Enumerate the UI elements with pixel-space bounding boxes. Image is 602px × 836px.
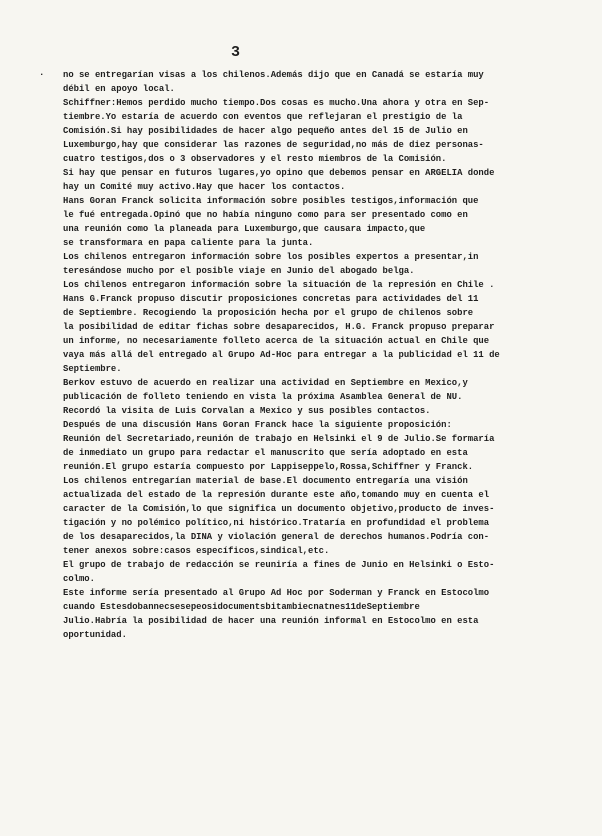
text-line: vaya más allá del entregado al Grupo Ad-Hoc para entregar a la publicidad el 11 de	[63, 350, 500, 360]
page-number: 3	[231, 44, 241, 61]
text-line: teresándose mucho por el posible viaje en Junio del abogado belga.	[63, 266, 415, 276]
text-line: Julio.Habría la posibilidad de hacer una reunión informal en Estocolmo en esta	[63, 616, 479, 626]
text-line: publicación de folleto teniendo en vista la próxima Asamblea General de NU.	[63, 392, 463, 402]
text-line: Recordó la visita de Luis Corvalan a Mexico y sus posibles contactos.	[63, 406, 431, 416]
text-line: Comisión.Si hay posibilidades de hacer algo pequeño antes del 15 de Julio en	[63, 126, 468, 136]
body-text	[63, 68, 599, 642]
text-line: oportunidad.	[63, 630, 127, 640]
text-line: una reunión como la planeada para Luxemburgo,que causara impacto,que	[63, 224, 426, 234]
text-line: reunión.El grupo estaría compuesto por Lappiseppelo,Rossa,Schiffner y Franck.	[63, 462, 474, 472]
text-line: se transformara en papa caliente para la junta.	[63, 238, 314, 248]
text-line: Este informe sería presentado al Grupo Ad Hoc por Soderman y Franck en Estocolmo	[63, 588, 490, 598]
text-line: débil en apoyo local.	[63, 84, 175, 94]
text-line: le fué entregada.Opinó que no había ninguno como para ser presentado como en	[63, 210, 468, 220]
text-line: de inmediato un grupo para redactar el manuscrito que sería adoptado en esta	[63, 448, 468, 458]
text-line: actualizada del estado de la represión durante este año,tomando muy en cuenta el	[63, 490, 490, 500]
text-line: Reunión del Secretariado,reunión de trabajo en Helsinki el 9 de Julio.Se formaría	[63, 434, 495, 444]
text-line: de Septiembre. Recogiendo la proposición hecha por el grupo de chilenos sobre	[63, 308, 474, 318]
text-line: Los chilenos entregaron información sobre los posibles expertos a presentar,in	[63, 252, 479, 262]
text-line: Berkov estuvo de acuerdo en realizar una actividad en Septiembre en Mexico,y	[63, 378, 468, 388]
text-line: Septiembre.	[63, 364, 122, 374]
text-line: Si hay que pensar en futuros lugares,yo opino que debemos pensar en ARGELIA donde	[63, 168, 495, 178]
text-line: Schiffner:Hemos perdido mucho tiempo.Dos cosas es mucho.Una ahora y otra en Sep-	[63, 98, 490, 108]
text-line: Los chilenos entregaron información sobre la situación de la represión en Chile .	[63, 280, 495, 290]
text-line: Hans G.Franck propuso discutir proposiciones concretas para actividades del 11	[63, 294, 479, 304]
text-line: no se entregarían visas a los chilenos.Además dijo que en Canadá se estaría muy	[63, 70, 484, 80]
text-line: un informe, no necesariamente folleto acerca de la situación actual en Chile que	[63, 336, 490, 346]
text-line: de los desaparecidos,la DINA y violación general de derechos humanos.Podría con-	[63, 532, 490, 542]
margin-bullet: .	[39, 68, 45, 78]
text-line: El grupo de trabajo de redacción se reuniría a fines de Junio en Helsinki o Esto-	[63, 560, 495, 570]
text-line: tiembre.Yo estaría de acuerdo con eventos que reflejaran el prestigio de la	[63, 112, 463, 122]
text-line: tener anexos sobre:casos específicos,sindical,etc.	[63, 546, 330, 556]
text-line: colmo.	[63, 574, 95, 584]
text-line: tigación y no polémico político,ni histórico.Trataría en profundidad el problema	[63, 518, 490, 528]
text-line: cuatro testigos,dos o 3 observadores y el resto miembros de la Comisión.	[63, 154, 447, 164]
text-line: Los chilenos entregarían material de base.El documento entregaría una visión	[63, 476, 468, 486]
text-line: Hans Goran Franck solicita información sobre posibles testigos,información que	[63, 196, 479, 206]
text-line: la posibilidad de editar fichas sobre desaparecidos, H.G. Franck propuso preparar	[63, 322, 495, 332]
text-line: cuando Estesdobannecsesepeosidocumentsbitambiecnatnes11deSeptiembre	[63, 602, 420, 612]
text-line: hay un Comité muy activo.Hay que hacer los contactos.	[63, 182, 346, 192]
text-line: caracter de la Comisión,lo que significa un documento objetivo,producto de inves-	[63, 504, 495, 514]
text-line: Después de una discusión Hans Goran Franck hace la siguiente proposición:	[63, 420, 452, 430]
text-line: Luxemburgo,hay que considerar las razones de seguridad,no más de diez personas-	[63, 140, 484, 150]
